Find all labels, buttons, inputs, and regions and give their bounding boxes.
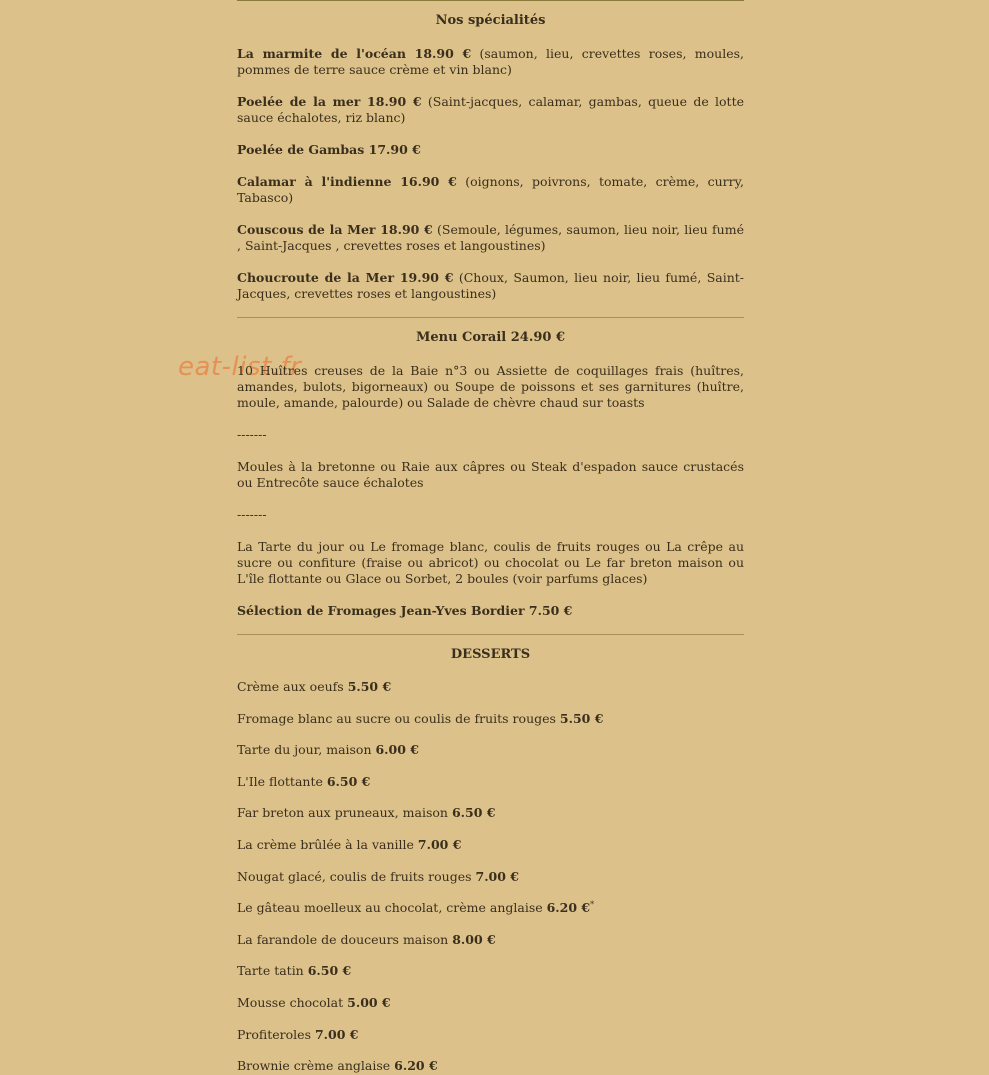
specialite-item: Poelée de Gambas 17.90 € bbox=[237, 142, 421, 157]
corail-separator: ------- bbox=[237, 427, 267, 442]
section-title-corail: Menu Corail 24.90 € bbox=[415, 330, 566, 345]
divider bbox=[237, 317, 744, 318]
dessert-item: La crème brûlée à la vanille 7.00 € bbox=[237, 836, 462, 852]
watermark: eat-list.fr bbox=[178, 352, 302, 382]
corail-separator: ------- bbox=[237, 507, 267, 522]
specialite-item: La marmite de l'océan 18.90 € (saumon, lieu, crevettes roses, moules, pommes de terre sauce crème et vin blanc) bbox=[237, 46, 744, 77]
dessert-item: Fromage blanc au sucre ou coulis de fruits rouges 5.50 € bbox=[237, 710, 604, 726]
divider bbox=[237, 634, 744, 635]
dessert-item: L'Ile flottante 6.50 € bbox=[237, 773, 371, 789]
specialite-item: Choucroute de la Mer 19.90 € (Choux, Saumon, lieu noir, lieu fumé, Saint-Jacques, crevettes roses et langoustines) bbox=[237, 270, 745, 301]
section-title-specialites: Nos spécialités bbox=[435, 13, 546, 28]
dessert-item: Profiteroles 7.00 € bbox=[237, 1026, 359, 1042]
dessert-item: Nougat glacé, coulis de fruits rouges 7.00 € bbox=[237, 868, 519, 884]
dessert-item: Brownie crème anglaise 6.20 € bbox=[237, 1058, 438, 1074]
corail-mains: Moules à la bretonne ou Raie aux câpres ou Steak d'espadon sauce crustacés ou Entrecôte sauce échalotes bbox=[237, 459, 744, 490]
menu-column bbox=[237, 0, 744, 1075]
dessert-item: Far breton aux pruneaux, maison 6.50 € bbox=[237, 805, 496, 821]
section-title-desserts: DESSERTS bbox=[450, 647, 531, 662]
dessert-item: Crème aux oeufs 5.50 € bbox=[237, 679, 392, 694]
dessert-item: Mousse chocolat 5.00 € bbox=[237, 994, 391, 1010]
corail-starters: 10 Huîtres creuses de la Baie n°3 ou Assiette de coquillages frais (huîtres, amandes, bulots, bigorneaux) ou Soupe de poissons et ses garnitures (huître, moule, amande, palourde) ou Salade de chèvre chaud sur toasts bbox=[237, 363, 744, 410]
dessert-item: La farandole de douceurs maison 8.00 € bbox=[237, 931, 496, 947]
specialite-item: Calamar à l'indienne 16.90 € (oignons, poivrons, tomate, crème, curry, Tabasco) bbox=[237, 174, 744, 205]
specialite-item: Couscous de la Mer 18.90 € (Semoule, légumes, saumon, lieu noir, lieu fumé , Saint-Jacques , crevettes roses et langoustines) bbox=[237, 222, 744, 253]
dessert-item: Tarte tatin 6.50 € bbox=[237, 963, 352, 979]
specialite-item: Poelée de la mer 18.90 € (Saint-jacques, calamar, gambas, queue de lotte sauce échalotes, riz blanc) bbox=[237, 94, 744, 125]
dessert-item: Le gâteau moelleux au chocolat, crème anglaise 6.20 €* bbox=[237, 900, 595, 916]
corail-desserts: La Tarte du jour ou Le fromage blanc, coulis de fruits rouges ou La crêpe au sucre ou confiture (fraise ou abricot) ou chocolat ou Le far breton maison ou L'île flottante ou Glace ou Sorbet, 2 boules (voir parfums glaces) bbox=[237, 539, 744, 586]
dessert-item: Tarte du jour, maison 6.00 € bbox=[237, 742, 419, 758]
dessert-list bbox=[237, 679, 744, 1075]
fromages-item: Sélection de Fromages Jean-Yves Bordier 7.50 € bbox=[237, 603, 573, 618]
divider bbox=[237, 0, 744, 1]
